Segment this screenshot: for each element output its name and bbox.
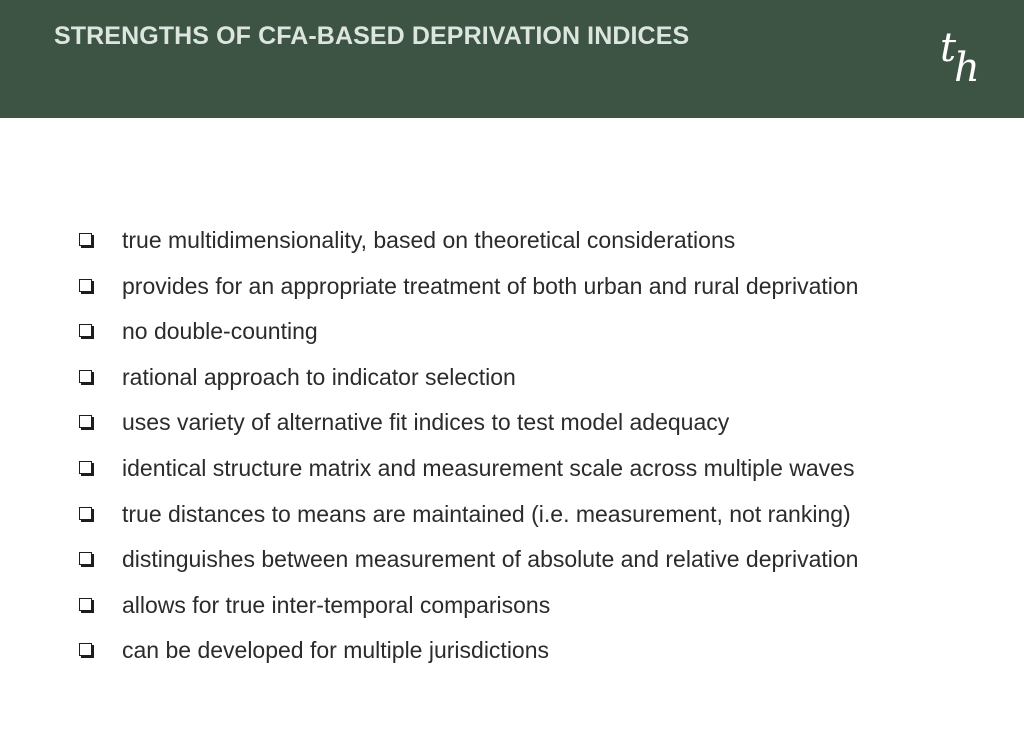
checkbox-square-icon — [79, 233, 92, 246]
bullet-text: no double-counting — [122, 318, 318, 345]
checkbox-square-icon — [79, 461, 92, 474]
checkbox-square-icon — [79, 598, 92, 611]
slide-title: STRENGTHS OF CFA-BASED DEPRIVATION INDICES — [54, 22, 690, 50]
bullet-text: rational approach to indicator selection — [122, 363, 516, 390]
checkbox-square-icon — [79, 507, 92, 520]
checkbox-square-icon — [79, 415, 92, 428]
th-logo-icon — [938, 22, 994, 92]
bullet-text: can be developed for multiple jurisdictions — [122, 637, 550, 664]
checkbox-square-icon — [79, 643, 92, 656]
bullet-text: distinguishes between measurement of absolute and relative deprivation — [122, 546, 859, 573]
checkbox-square-icon — [79, 324, 92, 337]
bullet-text: true distances to means are maintained (i.e. measurement, not ranking) — [122, 500, 851, 527]
checkbox-square-icon — [79, 552, 92, 565]
bullet-text: provides for an appropriate treatment of both urban and rural deprivation — [122, 272, 859, 299]
checkbox-square-icon — [79, 279, 92, 292]
bullet-text: allows for true inter-temporal comparisons — [122, 591, 551, 618]
bullet-text: uses variety of alternative fit indices to test model adequacy — [122, 409, 730, 436]
bullet-text: true multidimensionality, based on theoretical considerations — [122, 227, 736, 253]
logo-letter-h: h — [954, 45, 980, 91]
checkbox-square-icon — [79, 370, 92, 383]
bullet-text: identical structure matrix and measurement scale across multiple waves — [122, 454, 855, 481]
logo-letter-t: t — [940, 25, 957, 71]
header-bar — [0, 0, 1024, 118]
